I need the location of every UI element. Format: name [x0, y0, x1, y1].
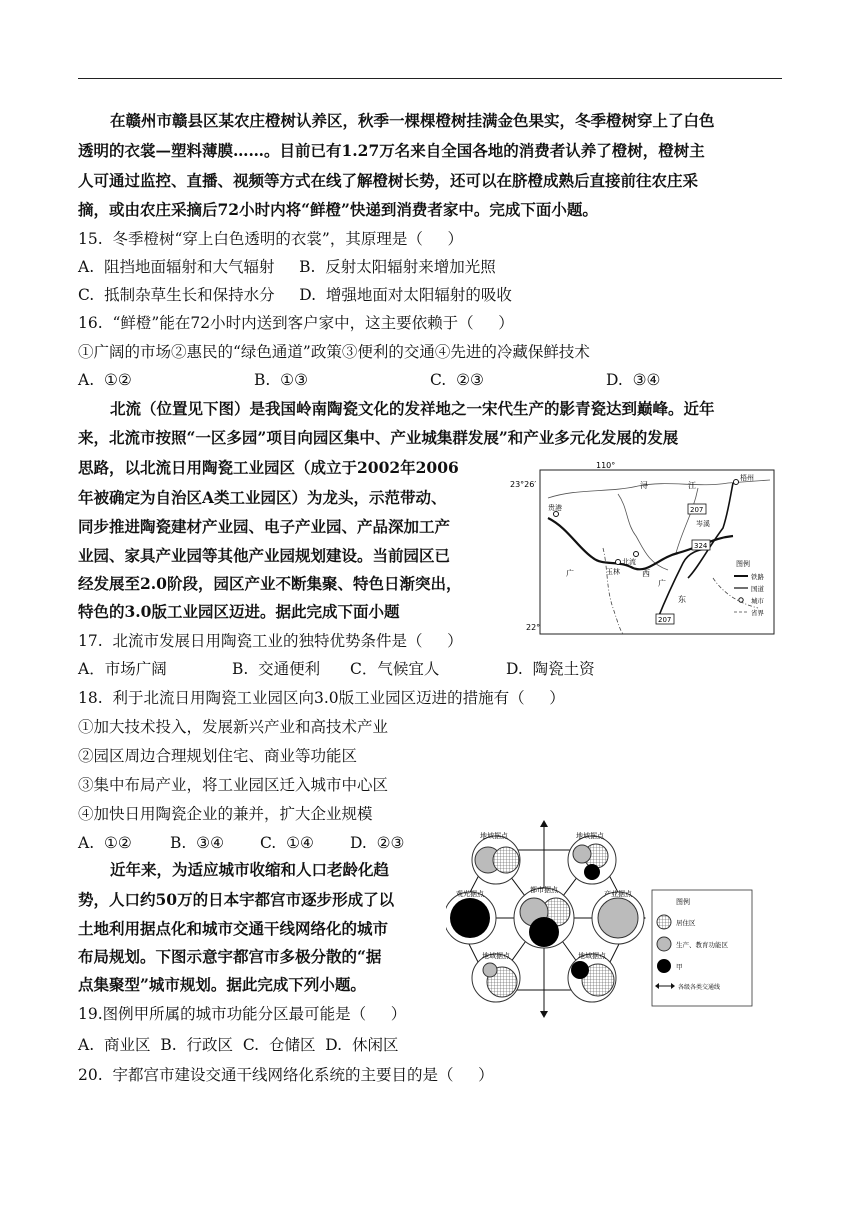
- q19-options: A. 商业区 B. 行政区 C. 仓储区 D. 休闲区: [78, 1036, 399, 1054]
- map-region-label: 西: [642, 569, 650, 578]
- q18-option-c: C. ①④: [260, 834, 314, 852]
- node-label: 都市据点: [530, 886, 558, 894]
- city-marker: [634, 552, 639, 557]
- map-region-label: 江: [688, 481, 696, 490]
- passage3-line: 点集聚型”城市规划。据此完成下列小题。: [78, 975, 366, 994]
- map-place-label: 岑溪: [696, 520, 710, 528]
- map-legend-label: 省界: [751, 609, 764, 617]
- passage1-line: 人可通过监控、直播、视频等方式在线了解橙树长势，还可以在脐橙成熟后直接前往农庄采: [78, 171, 699, 190]
- jia-circle: [450, 898, 490, 938]
- q18-item: ①加大技术投入，发展新兴产业和高技术产业: [78, 718, 389, 736]
- passage3-line: 势，人口约50万的日本宇都宫市逐步形成了以: [78, 890, 395, 909]
- city-marker: [734, 480, 739, 485]
- legend-city-symbol: [739, 598, 743, 602]
- q18-stem: 18. 利于北流日用陶瓷工业园区向3.0版工业园区迈进的措施有（ ）: [78, 689, 565, 707]
- q18-option-d: D. ②③: [350, 834, 405, 852]
- map-region-label: 广: [658, 579, 666, 588]
- q15-options-row1: A. 阻挡地面辐射和大气辐射 B. 反射太阳辐射来增加光照: [78, 258, 496, 276]
- node-label: 地域据点: [578, 952, 606, 960]
- production-circle: [573, 845, 591, 863]
- q18-option-a: A. ①②: [78, 834, 132, 852]
- road-shield-label: 207: [690, 506, 704, 514]
- passage2-line: 经发展至2.0阶段，园区产业不断集聚、特色日渐突出，: [78, 574, 462, 593]
- passage1-line: 摘，或由农庄采摘后72小时内将“鲜橙”快递到消费者家中。完成下面小题。: [78, 200, 598, 219]
- map-latitude-top-label: 23°26′: [510, 480, 537, 489]
- node-label: 产业据点: [604, 890, 632, 898]
- map-place-label: 玉林: [606, 568, 620, 576]
- q18-item: ③集中布局产业，将工业园区迁入城市中心区: [78, 776, 389, 794]
- map-legend-label: 铁路: [751, 573, 764, 581]
- city-marker: [554, 512, 559, 517]
- legend-residential-symbol: [657, 915, 671, 929]
- map-place-label: 北流: [622, 558, 636, 566]
- map-legend-title: 图例: [736, 560, 750, 568]
- diagram-legend-title: 图例: [676, 898, 690, 906]
- passage1-line: 透明的衣裳—塑料薄膜……。目前已有1.27万名来自全国各地的消费者认养了橙树，橙树主: [78, 141, 705, 160]
- q20-stem: 20. 宇都宫市建设交通干线网络化系统的主要目的是（ ）: [78, 1066, 494, 1084]
- residential-circle: [493, 847, 519, 873]
- utsunomiya-city-plan-diagram: [446, 820, 784, 1018]
- map-place-label: 贵港: [548, 504, 562, 512]
- beiliu-location-map: [508, 458, 783, 636]
- jia-circle: [584, 864, 600, 880]
- node-label: 地域据点: [482, 952, 510, 960]
- q16-stem: 16. “鲜橙”能在72小时内送到客户家中，这主要依赖于（ ）: [78, 314, 514, 332]
- q17-option-d: D. 陶瓷土资: [506, 660, 595, 678]
- production-circle: [483, 963, 497, 977]
- jia-circle: [571, 961, 589, 979]
- passage3-line: 近年来，为适应城市收缩和人口老龄化趋: [110, 860, 390, 879]
- passage2-line: 同步推进陶瓷建材产业园、电子产业园、产品深加工产: [78, 517, 451, 536]
- city-marker: [616, 560, 621, 565]
- map-legend-label: 城市: [751, 597, 764, 605]
- road-shield-label: 207: [658, 616, 672, 624]
- q17-option-a: A．市场广阔: [78, 660, 167, 678]
- passage2-line: 北流（位置见下图）是我国岭南陶瓷文化的发祥地之一宋代生产的影青瓷达到巅峰。近年: [110, 399, 715, 418]
- production-circle: [598, 898, 638, 938]
- q18-option-b: B. ③④: [170, 834, 224, 852]
- map-legend-label: 国道: [751, 585, 764, 593]
- jia-circle: [529, 917, 559, 947]
- header-rule: [78, 78, 782, 79]
- q19-stem: 19.图例甲所属的城市功能分区最可能是（ ）: [78, 1005, 407, 1023]
- q18-item: ②园区周边合理规划住宅、商业等功能区: [78, 747, 358, 765]
- node-label: 地域据点: [576, 832, 604, 840]
- q16-items: ①广阔的市场②惠民的“绿色通道”政策③便利的交通④先进的冷藏保鲜技术: [78, 343, 590, 361]
- q16-option-d: D. ③④: [606, 371, 661, 389]
- q17-option-c: C．气候宜人: [350, 660, 440, 678]
- q15-stem: 15. 冬季橙树“穿上白色透明的衣裳”，其原理是（ ）: [78, 230, 463, 248]
- q17-option-b: B. 交通便利: [232, 660, 321, 678]
- q16-option-c: C. ②③: [430, 371, 484, 389]
- passage1-line: 在赣州市赣县区某农庄橙树认养区，秋季一棵棵橙树挂满金色果实，冬季橙树穿上了白色: [110, 111, 715, 130]
- legend-production-symbol: [657, 937, 671, 951]
- map-region-label: 广: [566, 569, 574, 578]
- map-latitude-bottom-label: 22°: [526, 623, 541, 632]
- q18-item: ④加快日用陶瓷企业的兼并，扩大企业规模: [78, 805, 373, 823]
- q17-stem: 17. 北流市发展日用陶瓷工业的独特优势条件是（ ）: [78, 632, 463, 650]
- diagram-legend-label: 居住区: [676, 919, 696, 927]
- legend-jia-symbol: [657, 959, 671, 973]
- q15-options-row2: C. 抵制杂草生长和保持水分 D. 增强地面对太阳辐射的吸收: [78, 286, 512, 304]
- map-longitude-label: 110°: [596, 461, 616, 470]
- passage2-line: 来，北流市按照“一区多园”项目向园区集中、产业城集群发展”和产业多元化发展的发展: [78, 428, 679, 447]
- q16-option-a: A. ①②: [78, 371, 132, 389]
- diagram-legend-label: 甲: [676, 963, 683, 971]
- diagram-legend-label: 生产、教育功能区: [676, 941, 728, 949]
- passage2-line: 思路，以北流日用陶瓷工业园区（成立于2002年2006: [78, 458, 459, 477]
- diagram-legend-label: 各级各类交通线: [678, 984, 721, 991]
- passage2-line: 特色的3.0版工业园区迈进。据此完成下面小题: [78, 602, 400, 621]
- passage2-line: 业园、家具产业园等其他产业园规划建设。当前园区已: [78, 546, 451, 565]
- node-label: 地域据点: [480, 832, 508, 840]
- passage2-line: 年被确定为自治区A类工业园区）为龙头，示范带动、: [78, 488, 447, 507]
- passage3-line: 布局规划。下图示意宇都宫市多极分散的“据: [78, 947, 382, 966]
- map-region-label: 东: [678, 595, 686, 604]
- passage3-line: 土地利用据点化和城市交通干线网络化的城市: [78, 919, 389, 938]
- road-shield-label: 324: [694, 542, 708, 550]
- map-place-label: 梧州: [740, 474, 754, 482]
- node-label: 观光据点: [456, 890, 484, 898]
- q16-option-b: B. ①③: [254, 371, 308, 389]
- map-region-label: 浔: [640, 481, 648, 490]
